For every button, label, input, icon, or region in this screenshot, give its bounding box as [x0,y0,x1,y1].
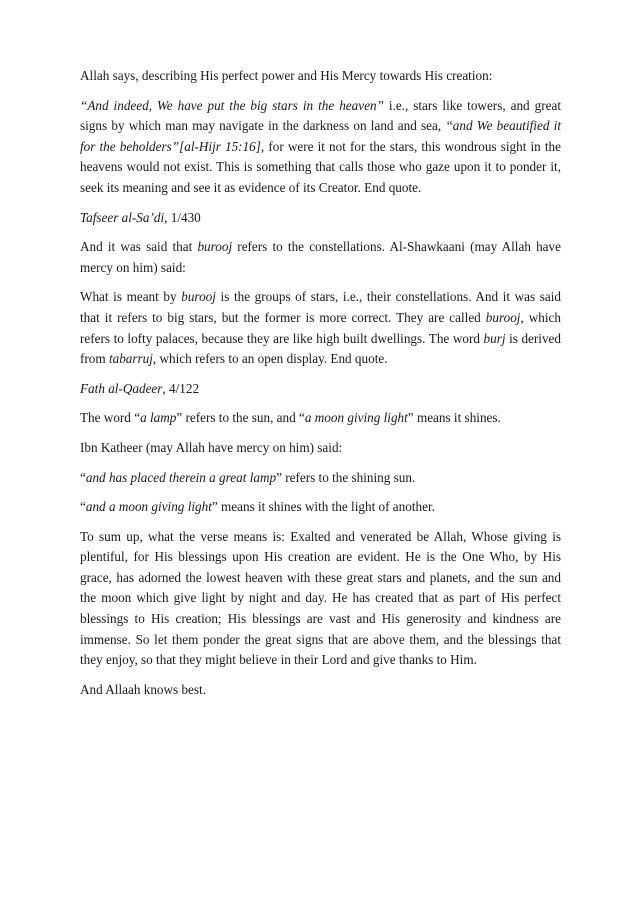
text-run: ” refers to the shining sun. [276,469,416,485]
text-run: , for were it not for the stars, this wondrous sight in the heavens would not exist. This is something that calls those who gaze upon it to ponder it, seek its meaning and see it as evidence of its Creator. End quote. [80,138,561,195]
italic-text: “And indeed, We have put the big stars in the heaven” [80,97,384,113]
italic-text: tabarruj [108,351,153,367]
italic-text: a moon giving light [304,410,408,426]
text-run: “ [80,499,86,515]
italic-text: Fath al-Qadeer [80,380,163,396]
text-run: The word “ [80,410,141,426]
italic-text: burooj [197,239,233,255]
paragraph [80,379,561,400]
text-run: And Allaah knows best. [80,681,207,697]
text-run: Allah says, describing His perfect power and His Mercy towards His creation: [80,68,493,83]
text-run: is derived from [80,330,561,367]
text-run: , 4/122 [162,380,200,396]
italic-text: and has placed therein a great lamp [85,469,277,485]
text-run: Ibn Katheer (may Allah have mercy on him) said: [80,439,343,455]
paragraph [80,680,561,701]
document-page [80,66,561,709]
italic-text: Tafseer al-Sa’di [80,209,165,225]
paragraph [80,208,561,229]
paragraph [80,438,561,459]
paragraph [80,468,561,489]
text-run: refers to the constellations. Al-Shawkaani (may Allah have mercy on him) said: [80,239,561,275]
text-run: , which refers to lofty palaces, because they are like high built dwellings. The word [80,309,561,346]
paragraph [80,497,561,518]
text-run: i.e., stars like towers, and great signs by which man may navigate in the darkness on land and sea, [80,97,561,134]
italic-text: a lamp [140,410,177,426]
italic-text: burj [483,330,506,346]
text-run: And it was said that [80,239,198,255]
paragraph [80,287,561,369]
text-run: “ [80,469,86,485]
paragraph [80,96,561,199]
paragraph [80,237,561,278]
text-run: , which refers to an open display. End quote. [152,351,388,367]
italic-text: burooj [181,289,216,305]
text-run: is the groups of stars, i.e., their constellations. And it was said that it refers to big stars, but the former is more correct. They are called [80,289,562,325]
text-run: ” means it shines. [407,410,501,426]
text-run: To sum up, what the verse means is: Exalted and venerated be Allah, Whose giving is plentiful, for His blessings upon His creation are evident. He is the One Who, by His grace, has adorned the lowest heaven with these great stars and planets, and the sun and the moon which give light by night and day. He has created that as part of His perfect blessings to His creation; His blessings are vast and His generosity and kindness are immense. So let them ponder the great signs that are above them, and the blessings that they enjoy, so that they might believe in their Lord and give thanks to Him. [80,528,561,668]
text-run: , 1/430 [164,209,201,225]
text-run: What is meant by [80,289,182,305]
text-run: ” means it shines with the light of another. [211,499,435,515]
text-run: ” refers to the sun, and “ [176,410,305,426]
italic-text: “and We beautified it for the beholders”[al-Hijr 15:16] [80,118,561,154]
paragraph [80,527,561,671]
italic-text: and a moon giving light [85,499,212,515]
paragraph [80,408,561,429]
italic-text: burooj [485,309,521,325]
paragraph [80,66,561,87]
